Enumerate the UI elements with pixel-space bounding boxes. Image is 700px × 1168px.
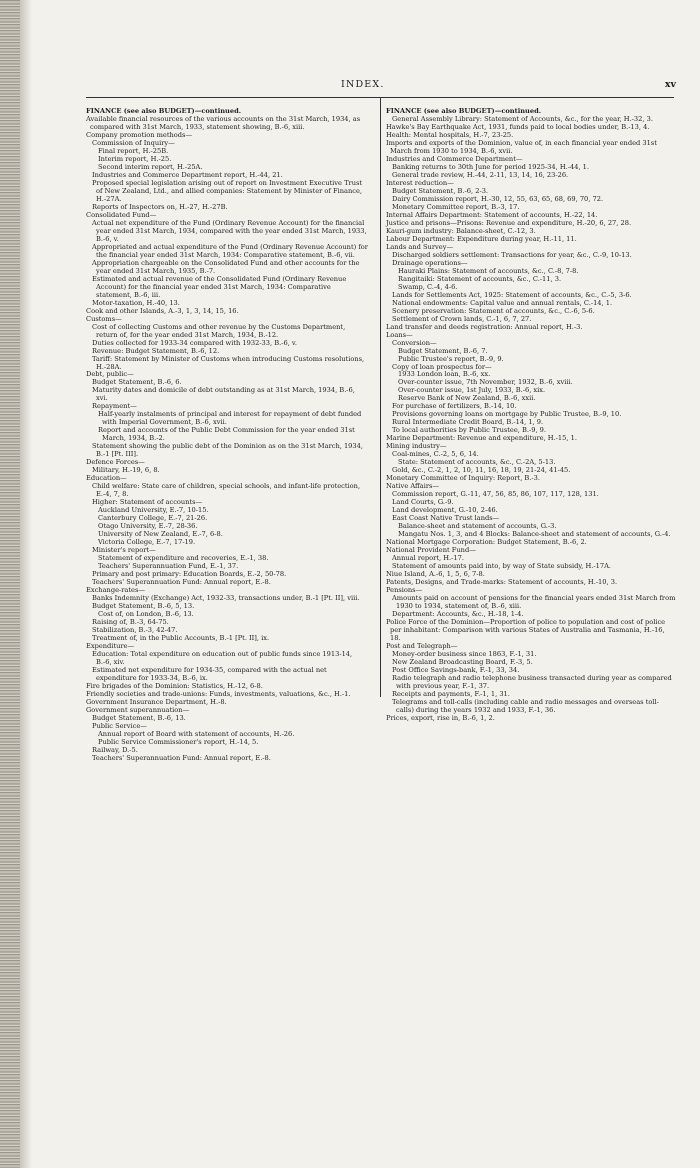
index-entry: Coal-mines, C.-2, 5, 6, 14. xyxy=(392,450,479,459)
index-entry: Copy of loan prospectus for— xyxy=(392,362,492,371)
index-entry: Public Trustee's report, B.-9, 9. xyxy=(398,354,504,363)
index-entry: Actual net expenditure of the Fund (Ordinary Revenue Account) for the financial year ended 31st March, 1934, compared with the year ended 31st March, 1933, B.-6, v. xyxy=(92,218,367,243)
index-entry: Primary and post primary: Education Boards, E.-2, 50-78. xyxy=(92,570,287,579)
index-entry: Military, H.-19, 6, 8. xyxy=(92,466,160,475)
index-entry: Stabilization, B.-3, 42-47. xyxy=(92,625,178,634)
index-entry: Lands and Survey— xyxy=(386,242,454,251)
index-entry: Statement showing the public debt of the Dominion as on the 31st March, 1934, B.-1 [Pt. III]. xyxy=(92,442,363,459)
index-entry: Commission report, G.-11, 47, 56, 85, 86, 107, 117, 128, 131. xyxy=(392,490,599,499)
index-entry: Post and Telegraph— xyxy=(386,641,458,650)
index-entry: Settlement of Crown lands, C.-1, 6, 7, 27. xyxy=(392,314,532,323)
index-entry: Pensions— xyxy=(386,586,423,595)
index-entry: Education— xyxy=(86,474,127,483)
index-entry: Government Insurance Department, H.-8. xyxy=(86,697,227,706)
index-entry: Gold, &c., C.-2, 1, 2, 10, 11, 16, 18, 19, 21-24, 41-45. xyxy=(392,466,571,475)
index-entry: Land transfer and deeds registration: Annual report, H.-3. xyxy=(386,322,583,331)
index-entry: Rural Intermediate Credit Board, B.-14, 1, 9. xyxy=(392,418,544,427)
index-entry: Half-yearly instalments of principal and interest for repayment of debt funded with Imperial Government, B.-6, xvii. xyxy=(98,410,362,427)
index-entry: Monetary Committee report, B.-3, 17. xyxy=(392,202,520,211)
index-entry: To local authorities by Public Trustee, B.-9, 9. xyxy=(392,426,547,435)
index-entry: Teachers' Superannuation Fund: Annual report, E.-8. xyxy=(92,578,271,587)
index-entry: Raising of, B.-3, 64-75. xyxy=(92,618,169,626)
index-entry: Native Affairs— xyxy=(386,482,440,491)
index-entry: Friendly societies and trade-unions: Funds, investments, valuations, &c., H.-1. xyxy=(86,689,351,698)
index-entry: Education: Total expenditure on education out of public funds since 1913-14, B.-6, xiv. xyxy=(92,649,353,666)
index-entry: Banks Indemnity (Exchange) Act, 1932-33, transactions under, B.-1 [Pt. II], viii. xyxy=(92,594,360,603)
index-entry: Imports and exports of the Dominion, value of, in each financial year ended 31st March from 1930 to 1934, B.-6, xvii. xyxy=(386,138,657,155)
index-entry: Prices, export, rise in, B.-6, 1, 2. xyxy=(386,713,495,722)
index-entry: Hawke's Bay Earthquake Act, 1931, funds paid to local bodies under, B.-13, 4. xyxy=(386,122,650,131)
index-entry: Scenery preservation: Statement of accounts, &c., C.-6, 5-6. xyxy=(392,306,595,315)
index-entry: Second interim report, H.-25A. xyxy=(98,162,203,171)
index-entry: Post Office Savings-bank, F.-1, 33, 34. xyxy=(392,665,520,674)
index-entry: Land Courts, G.-9. xyxy=(392,498,454,507)
index-entry: Labour Department: Expenditure during year, H.-11, 11. xyxy=(386,234,577,243)
index-entry: National Provident Fund— xyxy=(386,546,476,555)
index-entry: Interim report, H.-25. xyxy=(98,154,172,163)
index-entry: Budget Statement, B.-6, 5, 13. xyxy=(92,602,195,611)
index-entry: Cost of, on London, B.-6, 13. xyxy=(98,610,194,619)
index-entry: National Mortgage Corporation: Budget Statement, B.-6, 2. xyxy=(386,538,587,547)
index-entry: Over-counter issue, 7th November, 1932, B.-6, xviii. xyxy=(398,378,573,387)
index-entry: Justice and prisons—Prisons: Revenue and expenditure, H.-20, 6, 27, 28. xyxy=(386,218,632,227)
index-column-left xyxy=(86,107,368,762)
index-entry: Budget Statement, B.-6, 7. xyxy=(398,346,488,355)
index-entry: Motor-taxation, H.-40, 13. xyxy=(92,298,180,307)
index-entry: Tariff: Statement by Minister of Customs when introducing Customs resolutions, H.-28A. xyxy=(92,354,365,371)
index-entry: Report and accounts of the Public Debt Commission for the year ended 31st March, 1934, B.-2. xyxy=(98,426,355,443)
index-entry: Money-order business since 1863, F.-1, 31. xyxy=(392,649,537,658)
index-entry: Annual report of Board with statement of accounts, H.-26. xyxy=(98,729,295,738)
index-entry: Internal Affairs Department: Statement of accounts, H.-22, 14. xyxy=(386,210,598,219)
index-entry: Discharged soldiers settlement: Transactions for year, &c., C.-9, 10-13. xyxy=(392,250,632,259)
index-entry: Appropriated and actual expenditure of the Fund (Ordinary Revenue Account) for the financial year ended 31st March, 1934: Comparative statement, B.-6, vii. xyxy=(92,242,368,259)
index-entry: Minister's report— xyxy=(92,546,156,555)
index-entry: Banking returns to 30th June for period 1925-34, H.-44, 1. xyxy=(392,162,590,171)
index-entry: Debt, public— xyxy=(86,370,134,379)
index-entry: Otago University, E.-7, 28-36. xyxy=(98,522,198,531)
index-entry: Rangitaiki: Statement of accounts, &c., C.-11, 3. xyxy=(398,274,562,283)
index-entry: Fire brigades of the Dominion: Statistics, H.-12, 6-8. xyxy=(86,681,263,690)
index-entry: Over-counter issue, 1st July, 1933, B.-6, xix. xyxy=(398,386,546,395)
index-entry: Duties collected for 1933-34 compared with 1932-33, B.-6, v. xyxy=(92,338,297,347)
index-entry: Proposed special legislation arising out of report on Investment Executive Trust of New Zealand, Ltd., and allied companies: Statement by Minister of Finance, H.-27A. xyxy=(92,178,363,203)
index-entry: East Coast Native Trust lands— xyxy=(392,514,500,523)
index-entry: Industries and Commerce Department— xyxy=(386,154,523,163)
index-entry: National endowments: Capital value and annual rentals, C.-14, 1. xyxy=(392,298,613,307)
index-entry: Budget Statement, B.-6, 2-3. xyxy=(392,186,489,195)
index-entry: Budget Statement, B.-6, 6. xyxy=(92,378,182,387)
index-entry: Victoria College, E.-7, 17-19. xyxy=(98,538,196,547)
index-entry: Canterbury College, E.-7, 21-26. xyxy=(98,514,208,523)
index-entry: Public Service Commissioner's report, H.-14, 5. xyxy=(98,737,259,746)
index-entry: Loans— xyxy=(386,330,413,339)
index-entry: Available financial resources of the various accounts on the 31st March, 1934, as compared with 31st March, 1933, statement showing, B.-6, xiii. xyxy=(86,114,361,131)
index-entry: Health: Mental hospitals, H.-7, 23-25. xyxy=(386,130,514,139)
index-entry: General Assembly Library: Statement of Accounts, &c., for the year, H.-32, 3. xyxy=(392,114,653,123)
index-entry: Mangatu Nos. 1, 3, and 4 Blocks: Balance-sheet and statement of accounts, G.-4. xyxy=(398,530,671,539)
index-entry: Consolidated Fund— xyxy=(86,210,157,219)
index-entry: Exchange-rates— xyxy=(86,586,146,595)
index-entry: Niue Island, A.-6, 1, 5, 6, 7-8. xyxy=(386,570,485,579)
index-entry: Teachers' Superannuation Fund: Annual report, E.-8. xyxy=(92,753,271,762)
index-entry: Commission of Inquiry— xyxy=(92,138,175,147)
index-entry: Interest reduction— xyxy=(386,178,454,187)
section-heading: FINANCE (see also BUDGET)—continued. xyxy=(386,107,542,115)
index-entry: Railway, D.-5. xyxy=(92,745,138,754)
index-entry: Teachers' Superannuation Fund, E.-1, 37. xyxy=(98,562,239,571)
index-entry: Expenditure— xyxy=(86,641,135,650)
section-heading: FINANCE (see also BUDGET)—continued. xyxy=(86,107,242,115)
index-entry: Final report, H.-25B. xyxy=(98,146,169,155)
index-entry: For purchase of fertilizers, B.-14, 10. xyxy=(392,402,517,411)
index-entry: 1933 London loan, B.-6, xx. xyxy=(398,370,491,379)
index-entry: Swamp, C.-4, 4-6. xyxy=(398,282,458,291)
index-entry: Hauraki Plains: Statement of accounts, &c., C.-8, 7-8. xyxy=(398,266,579,275)
index-entry: Maturity dates and domicile of debt outstanding as at 31st March, 1934, B.-6, xvi. xyxy=(92,386,355,403)
index-entry: Department: Accounts, &c., H.-18, 1-4. xyxy=(392,610,524,619)
column-divider xyxy=(380,97,381,697)
index-entry: Repayment— xyxy=(92,402,137,411)
binding-edge xyxy=(0,0,20,1168)
running-title: INDEX. xyxy=(341,79,385,90)
index-entry: Police Force of the Dominion—Proportion of police to population and cost of police per inhabitant: Comparison with various States of Australia and Tasmania, H.-16, 18. xyxy=(386,618,666,642)
index-entry: Kauri-gum industry: Balance-sheet, C.-12, 3. xyxy=(386,226,536,235)
index-entry: Provisions governing loans on mortgage by Public Trustee, B.-9, 10. xyxy=(392,410,622,419)
index-entry: Patents, Designs, and Trade-marks: Statement of accounts, H.-10, 3. xyxy=(386,578,618,587)
index-entry: Customs— xyxy=(86,314,122,323)
index-entry: Budget Statement, B.-6, 13. xyxy=(92,713,186,722)
index-column-right xyxy=(386,107,676,722)
index-entry: University of New Zealand, E.-7, 6-8. xyxy=(98,530,223,539)
index-entry: Estimated net expenditure for 1934-35, compared with the actual net expenditure for 1933-34, B.-6, ix. xyxy=(92,665,327,682)
index-entry: Mining industry— xyxy=(386,442,447,451)
index-entry: Amounts paid on account of pensions for the financial years ended 31st March from 1930 to 1934, statement of, B.-6, xiii. xyxy=(392,594,676,611)
page-number: xv xyxy=(664,79,676,90)
index-entry: Conversion— xyxy=(392,338,437,347)
index-entry: Revenue: Budget Statement, B.-6, 12. xyxy=(92,346,220,355)
index-entry: Industries and Commerce Department report, H.-44, 21. xyxy=(92,170,283,179)
index-entry: Telegrams and toll-calls (including cable and radio messages and overseas toll-calls) during the years 1932 and 1933, F.-1, 36. xyxy=(392,697,659,714)
binding-shadow xyxy=(20,0,32,1168)
index-entry: Child welfare: State care of children, special schools, and infant-life protection, E.-4, 7, 8. xyxy=(92,482,361,499)
index-entry: Statement of expenditure and recoveries, E.-1, 38. xyxy=(98,554,269,563)
index-entry: Receipts and payments, F.-1, 1, 31. xyxy=(392,689,510,698)
index-entry: Reports of Inspectors on, H.-27, H.-27B. xyxy=(92,202,228,211)
index-entry: Higher: Statement of accounts— xyxy=(92,498,203,507)
index-entry: Appropriation chargeable on the Consolidated Fund and other accounts for the year ended 31st March, 1935, B.-7. xyxy=(92,258,360,275)
index-entry: General trade review, H.-44, 2-11, 13, 14, 16, 23-26. xyxy=(392,170,569,179)
index-entry: Public Service— xyxy=(92,721,147,730)
index-entry: Statement of amounts paid into, by way of State subsidy, H.-17A. xyxy=(392,562,611,571)
index-entry: New Zealand Broadcasting Board, F.-3, 5. xyxy=(392,657,533,666)
index-entry: Cost of collecting Customs and other revenue by the Customs Department, return of, for the year ended 31st March, 1934, B.-12. xyxy=(92,322,346,339)
index-entry: Company promotion methods— xyxy=(86,130,193,139)
index-entry: Radio telegraph and radio telephone business transacted during year as compared with previous year, F.-1, 37. xyxy=(392,673,672,690)
index-entry: Balance-sheet and statement of accounts, G.-3. xyxy=(398,522,557,531)
index-entry: Monetary Committee of Inquiry: Report, B.-3. xyxy=(386,474,540,483)
index-entry: Cook and other Islands, A.-3, 1, 3, 14, 15, 16. xyxy=(86,306,239,315)
index-entry: Drainage operations— xyxy=(392,258,468,267)
index-entry: Land development, G.-10, 2-46. xyxy=(392,506,498,515)
index-entry: Government superannuation— xyxy=(86,705,190,714)
index-entry: Auckland University, E.-7, 10-15. xyxy=(98,506,209,515)
index-entry: Lands for Settlements Act, 1925: Statement of accounts, &c., C.-5, 3-6. xyxy=(392,290,632,299)
index-entry: Dairy Commission report, H.-30, 12, 55, 63, 65, 68, 69, 70, 72. xyxy=(392,194,604,203)
index-entry: State: Statement of accounts, &c., C.-2A, 5-13. xyxy=(398,458,556,467)
index-entry: Estimated and actual revenue of the Consolidated Fund (Ordinary Revenue Account) for the financial year ended 31st March, 1934: Comparative statement, B.-6, iii. xyxy=(92,274,347,299)
index-entry: Defence Forces— xyxy=(86,458,145,467)
index-entry: Annual report, H.-17. xyxy=(392,554,464,563)
index-entry: Marine Department: Revenue and expenditure, H.-15, 1. xyxy=(386,434,577,443)
page-header xyxy=(0,79,700,93)
index-entry: Treatment of, in the Public Accounts, B.-1 [Pt. II], ix. xyxy=(92,633,270,642)
index-entry: Reserve Bank of New Zealand, B.-6, xxii. xyxy=(398,394,536,403)
